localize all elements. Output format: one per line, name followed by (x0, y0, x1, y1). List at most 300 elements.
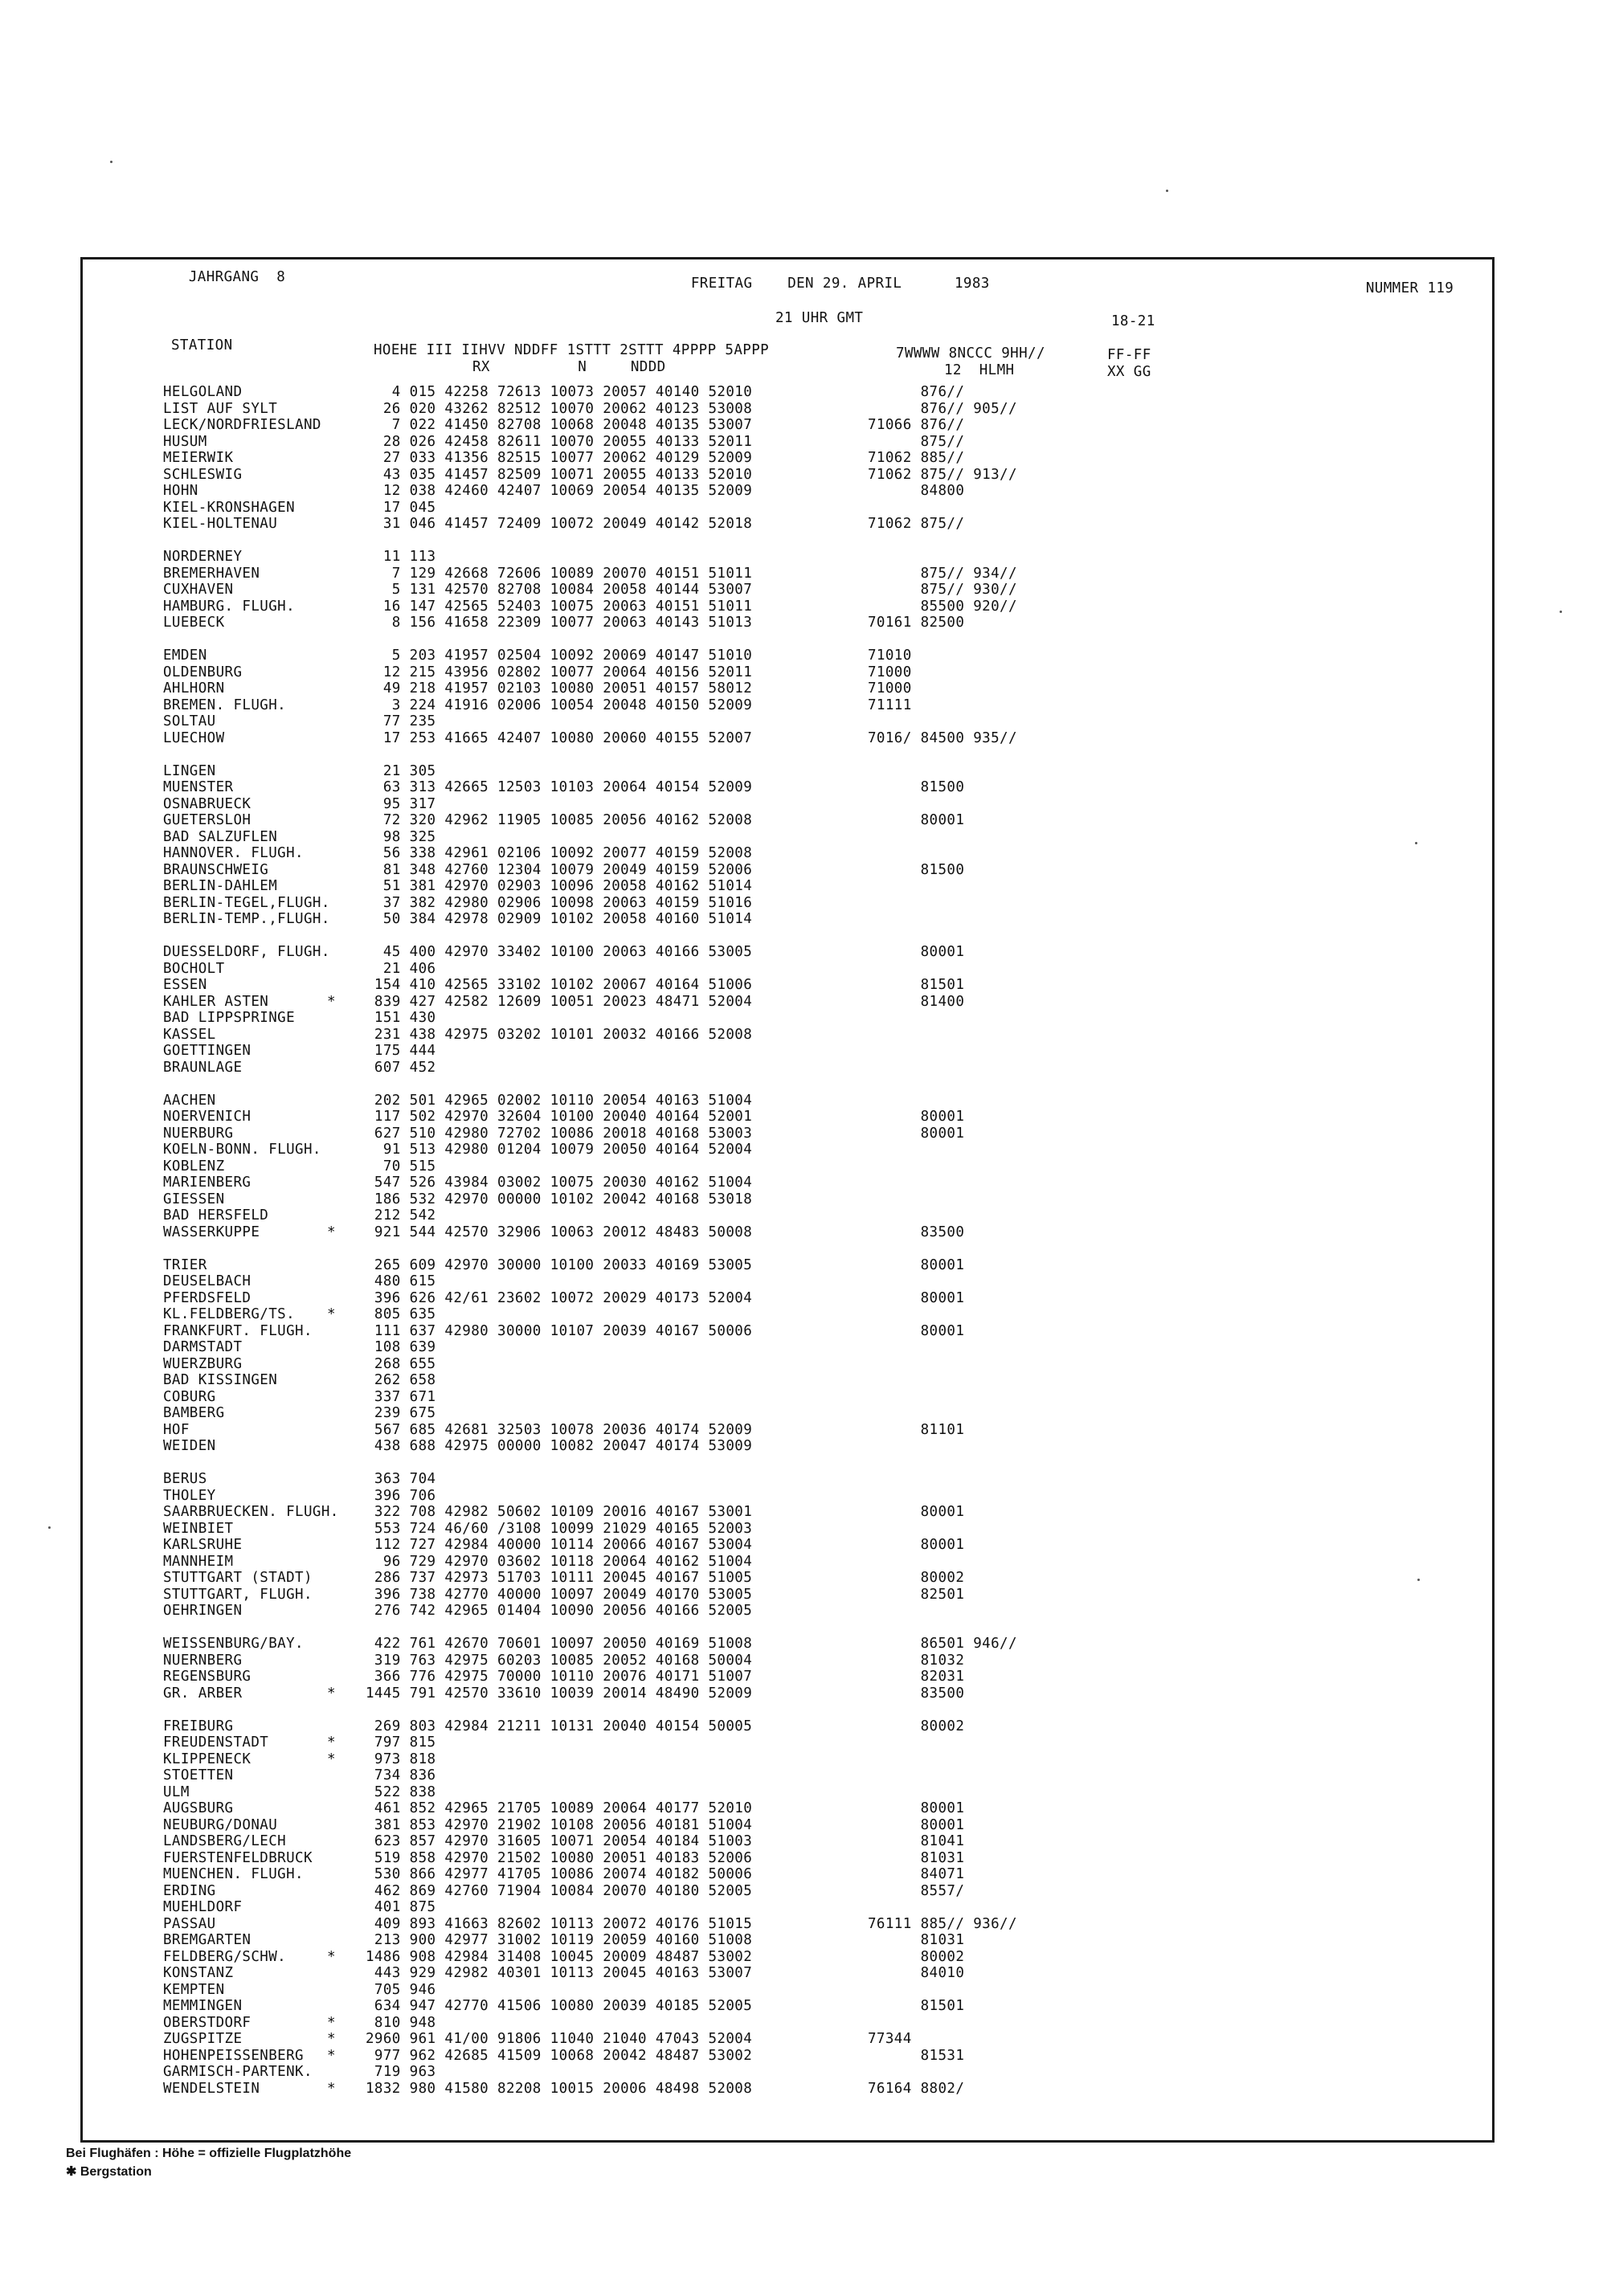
mountain-station-marker (327, 1866, 336, 1883)
station-name: ZUGSPITZE (163, 2031, 243, 2047)
period-label: 18-21 (1111, 313, 1155, 329)
date-line (673, 259, 990, 292)
synop-values: 705 946 (366, 1981, 436, 1998)
station-name: GUETERSLOH (163, 812, 251, 828)
mountain-station-marker (327, 1438, 336, 1455)
station-name: HUSUM (163, 433, 207, 450)
footnote-mountain-station: ✱ Bergstation (66, 2165, 152, 2179)
station-name: AHLHORN (163, 680, 225, 697)
extra-groups (868, 1339, 1017, 1356)
extra-groups: 80001 (868, 1256, 965, 1273)
mountain-station-marker (327, 862, 336, 879)
scan-speck (1166, 190, 1168, 192)
synop-values: 43 035 41457 82509 10071 20055 40133 52010 (366, 466, 753, 483)
synop-values: 810 948 (366, 2014, 436, 2031)
station-name: WEINBIET (163, 1520, 234, 1537)
mountain-station-marker (327, 549, 336, 566)
extra-groups (868, 1734, 1017, 1751)
extra-groups (868, 533, 1017, 549)
extra-groups (868, 549, 1017, 566)
mountain-station-marker (327, 1537, 336, 1554)
station-name: KOBLENZ (163, 1158, 225, 1175)
station-name: KIEL-HOLTENAU (163, 516, 278, 532)
mountain-station-marker (327, 1339, 336, 1356)
synop-values: 409 893 41663 82602 10113 20072 40176 51015 (366, 1915, 753, 1932)
mountain-station-marker (327, 878, 336, 895)
mountain-station-marker (327, 1718, 336, 1735)
extra-groups (868, 1010, 1017, 1027)
station-name: LECK/NORDFRIESLAND (163, 417, 321, 433)
station-name: ULM (163, 1783, 190, 1800)
synop-values: 49 218 41957 02103 10080 20051 40157 58012 (366, 680, 753, 697)
station-name: HELGOLAND (163, 384, 243, 400)
jahrgang-label: JAHRGANG (188, 268, 260, 285)
station-name: FELDBERG/SCHW. (163, 1948, 287, 1965)
synop-values: 112 727 42984 40000 10114 20066 40167 53004 (366, 1537, 753, 1553)
station-name (163, 631, 339, 648)
mountain-marker-column (327, 384, 336, 2097)
jahrgang-value: 8 (276, 268, 286, 285)
mountain-station-marker (327, 1142, 336, 1158)
extra-groups (868, 895, 1017, 912)
extra-groups: 70161 82500 (868, 615, 965, 631)
mountain-station-marker (327, 1587, 336, 1604)
synop-values (366, 928, 752, 945)
time-label: 21 UHR GMT (775, 310, 864, 326)
mountain-station-marker (327, 911, 336, 928)
station-name (163, 1240, 339, 1257)
station-name: MUENSTER (163, 779, 234, 795)
station-name: TRIER (163, 1256, 207, 1273)
extra-groups (868, 1488, 1017, 1505)
extra-groups: 71062 875// 913// (868, 466, 1017, 483)
mountain-station-marker: * (327, 993, 336, 1010)
extra-groups (868, 2015, 1017, 2032)
mountain-station-marker (327, 1982, 336, 1999)
mountain-station-marker (327, 1027, 336, 1044)
extra-groups: 71062 875// (868, 516, 965, 532)
extra-groups: 7016/ 84500 935// (868, 729, 1017, 746)
extra-groups (868, 1356, 1017, 1373)
extra-groups (868, 1142, 1017, 1158)
synop-values: 977 962 42685 41509 10068 20042 48487 53002 (366, 2047, 753, 2064)
station-name: MARIENBERG (163, 1175, 251, 1191)
extra-groups: 71062 885// (868, 450, 965, 466)
synop-values: 17 045 (366, 499, 436, 516)
synop-values: 1486 908 42984 31408 10045 20009 48487 53002 (366, 1948, 753, 1965)
synop-values (366, 1076, 752, 1093)
extra-groups (868, 1455, 1017, 1472)
synop-values: 231 438 42975 03202 10101 20032 40166 52008 (366, 1026, 753, 1043)
mountain-station-marker (327, 533, 336, 549)
synop-values: 519 858 42970 21502 10080 20051 40183 52006 (366, 1849, 753, 1866)
extra-groups: 81531 (868, 2047, 965, 2064)
mountain-station-marker (327, 631, 336, 648)
extra-groups (868, 1471, 1017, 1488)
synop-values: 45 400 42970 33402 10100 20063 40166 53005 (366, 944, 753, 960)
synop-values: 12 215 43956 02802 10077 20064 40156 52011 (366, 664, 753, 680)
mountain-station-marker (327, 1405, 336, 1422)
mountain-station-marker (327, 1784, 336, 1801)
synop-values: 268 655 (366, 1355, 436, 1372)
station-name: PASSAU (163, 1915, 216, 1932)
extra-groups: 81041 (868, 1833, 965, 1849)
synop-values: 396 626 42/61 23602 10072 20029 40173 52004 (366, 1289, 753, 1306)
synop-values: 8 156 41658 22309 10077 20063 40143 51013 (366, 615, 753, 631)
mountain-station-marker (327, 516, 336, 533)
station-name: WEISSENBURG/BAY. (163, 1636, 304, 1652)
scan-speck (1417, 1579, 1420, 1581)
station-name: BRAUNSCHWEIG (163, 861, 269, 878)
extra-groups (868, 631, 1017, 648)
extra-groups (868, 1372, 1017, 1389)
synop-values: 81 348 42760 12304 10079 20049 40159 52006 (366, 861, 753, 878)
synop-values: 322 708 42982 50602 10109 20016 40167 53001 (366, 1504, 753, 1520)
station-name: WENDELSTEIN (163, 2080, 260, 2097)
station-name: LIST AUF SYLT (163, 400, 278, 417)
synop-values: 396 738 42770 40000 10097 20049 40170 53005 (366, 1586, 753, 1603)
station-name: OSNABRUECK (163, 795, 251, 812)
station-name (163, 533, 339, 549)
mountain-station-marker (327, 895, 336, 912)
station-name: NORDERNEY (163, 549, 243, 565)
station-name: BAD KISSINGEN (163, 1372, 278, 1388)
extra-groups (868, 1702, 1017, 1718)
mountain-station-marker (327, 599, 336, 615)
extra-groups: 81031 (868, 1932, 965, 1948)
extra-groups: 81031 (868, 1849, 965, 1866)
extra-groups: 80001 (868, 1125, 965, 1142)
synop-values: 319 763 42975 60203 10085 20052 40168 50004 (366, 1652, 753, 1669)
station-name: BAD LIPPSPRINGE (163, 1010, 296, 1026)
mountain-station-marker (327, 928, 336, 945)
synop-values: 95 317 (366, 795, 436, 812)
extra-groups: 80001 (868, 1816, 965, 1833)
mountain-station-marker (327, 1850, 336, 1867)
station-name: REGENSBURG (163, 1669, 251, 1685)
synop-values: 4 015 42258 72613 10073 20057 40140 52010 (366, 384, 753, 400)
synop-values: 16 147 42565 52403 10075 20063 40151 51011 (366, 598, 753, 615)
mountain-station-marker (327, 1767, 336, 1784)
station-name: HAMBURG. FLUGH. (163, 598, 296, 615)
station-name: KEMPTEN (163, 1981, 225, 1998)
scan-speck (48, 1526, 51, 1529)
mountain-station-marker (327, 417, 336, 434)
station-name: HOHN (163, 483, 198, 499)
extra-groups: 82031 (868, 1669, 965, 1685)
station-name: MEMMINGEN (163, 1998, 243, 2014)
mountain-station-marker (327, 697, 336, 714)
nummer-value: 119 (1427, 280, 1454, 296)
nummer-label: NUMMER (1365, 280, 1419, 296)
mountain-station-marker: * (327, 2014, 336, 2031)
station-name: LINGEN (163, 762, 216, 779)
mountain-station-marker (327, 1010, 336, 1027)
mountain-station-marker (327, 1257, 336, 1274)
synop-values: 530 866 42977 41705 10086 20074 40182 50006 (366, 1866, 753, 1882)
mountain-station-marker (327, 1422, 336, 1439)
station-name: BERLIN-TEMP.,FLUGH. (163, 911, 330, 927)
synop-values: 269 803 42984 21211 10131 20040 40154 50005 (366, 1718, 753, 1734)
mountain-station-marker (327, 1883, 336, 1900)
station-name: WASSERKUPPE (163, 1224, 260, 1240)
synop-values: 422 761 42670 70601 10097 20050 40169 51008 (366, 1636, 753, 1652)
extra-groups (868, 1438, 1017, 1455)
station-name: KONSTANZ (163, 1965, 234, 1981)
synop-values: 96 729 42970 03602 10118 20064 40162 51004 (366, 1553, 753, 1570)
extra-groups (868, 1603, 1017, 1620)
extra-groups: 80001 (868, 1800, 965, 1816)
synop-values: 175 444 (366, 1043, 436, 1059)
mountain-station-marker (327, 1093, 336, 1109)
synop-values: 381 853 42970 21902 10108 20056 40181 51004 (366, 1816, 753, 1833)
mountain-station-marker (327, 1636, 336, 1653)
mountain-station-marker (327, 1240, 336, 1257)
synop-values: 401 875 (366, 1899, 436, 1915)
mountain-station-marker (327, 1076, 336, 1093)
synop-values: 462 869 42760 71904 10084 20070 40180 52005 (366, 1882, 753, 1899)
synop-values (366, 746, 752, 763)
mountain-station-marker (327, 1372, 336, 1389)
synop-values: 21 305 (366, 762, 436, 779)
synop-values: 7 022 41450 82708 10068 20048 40135 53007 (366, 417, 753, 433)
synop-values: 366 776 42975 70000 10110 20076 40171 51007 (366, 1669, 753, 1685)
station-column (163, 384, 339, 2097)
station-name: BERLIN-TEGEL,FLUGH. (163, 894, 330, 911)
mountain-station-marker (327, 1191, 336, 1208)
mountain-station-marker (327, 1669, 336, 1685)
extra-groups (868, 1093, 1017, 1109)
station-name: MUEHLDORF (163, 1899, 243, 1915)
synop-values: 553 724 46/60 /3108 10099 21029 40165 52003 (366, 1520, 753, 1537)
scan-speck (110, 161, 112, 163)
extra-groups: 82501 (868, 1586, 965, 1603)
synop-values: 12 038 42460 42407 10069 20054 40135 52009 (366, 483, 753, 499)
extra-groups (868, 1751, 1017, 1768)
mountain-station-marker: * (327, 1224, 336, 1240)
station-name: LANDSBERG/LECH (163, 1833, 287, 1849)
station-name: GIESSEN (163, 1191, 225, 1207)
station-name: HANNOVER. FLUGH. (163, 845, 304, 861)
station-name: WEIDEN (163, 1438, 216, 1454)
synop-values: 805 635 (366, 1306, 436, 1322)
mountain-station-marker (327, 680, 336, 697)
synop-values: 11 113 (366, 549, 436, 565)
synop-values: 1832 980 41580 82208 10015 20006 48498 52008 (366, 2080, 753, 2097)
synop-values: 17 253 41665 42407 10080 20060 40155 52007 (366, 729, 753, 746)
jahrgang (171, 252, 285, 285)
synop-values: 627 510 42980 72702 10086 20018 40168 53003 (366, 1125, 753, 1142)
station-name (163, 928, 339, 945)
footnote-airports: Bei Flughäfen : Höhe = offizielle Flugplatzhöhe (66, 2147, 352, 2160)
mountain-station-marker (327, 1603, 336, 1620)
station-name: PFERDSFELD (163, 1289, 251, 1306)
station-name: STOETTEN (163, 1767, 234, 1783)
mountain-station-marker (327, 763, 336, 780)
extra-groups (868, 878, 1017, 895)
extra-groups: 81400 (868, 993, 965, 1010)
mountain-station-marker (327, 1060, 336, 1077)
extra-groups (868, 1767, 1017, 1784)
extra-groups: 80002 (868, 1948, 965, 1965)
synop-values: 623 857 42970 31605 10071 20054 40184 51003 (366, 1833, 753, 1849)
station-name: OLDENBURG (163, 664, 243, 680)
mountain-station-marker (327, 1998, 336, 2015)
extra-groups: 83500 (868, 1224, 965, 1240)
extra-groups: 8557/ (868, 1882, 965, 1899)
extra-groups (868, 713, 1017, 730)
extra-groups (868, 2064, 1017, 2081)
mountain-station-marker (327, 582, 336, 599)
extra-groups (868, 1306, 1017, 1323)
extra-groups: 84071 (868, 1866, 965, 1882)
station-name: BERLIN-DAHLEM (163, 878, 278, 894)
mountain-station-marker (327, 1389, 336, 1406)
day-label: FREITAG (690, 275, 753, 292)
station-name: NEUBURG/DONAU (163, 1816, 278, 1833)
extra-groups (868, 1158, 1017, 1175)
station-name: SCHLESWIG (163, 466, 243, 483)
synop-values: 21 406 (366, 960, 436, 977)
column-codes-line2: RX N NDDD (472, 359, 666, 375)
synop-values: 797 815 (366, 1734, 436, 1751)
synop-values: 337 671 (366, 1388, 436, 1405)
extra-groups: 875// 934// (868, 565, 1017, 582)
extra-groups: 80001 (868, 812, 965, 828)
mountain-station-marker (327, 1207, 336, 1224)
station-name: MANNHEIM (163, 1553, 234, 1570)
date-label: DEN 29. APRIL (787, 275, 902, 292)
mountain-station-marker (327, 1570, 336, 1587)
synop-values (366, 1620, 752, 1636)
station-name: BAD HERSFELD (163, 1207, 269, 1224)
synop-values (366, 631, 752, 648)
station-name (163, 1702, 339, 1718)
station-name: MEIERWIK (163, 450, 234, 466)
station-name (163, 1455, 339, 1472)
synop-values: 522 838 (366, 1783, 436, 1800)
mountain-station-marker (327, 615, 336, 631)
station-name: NUERNBERG (163, 1652, 243, 1669)
station-name: BAD SALZUFLEN (163, 828, 278, 845)
station-name: HOF (163, 1421, 190, 1438)
mountain-station-marker (327, 1273, 336, 1290)
synop-values: 51 381 42970 02903 10096 20058 40162 51014 (366, 878, 753, 894)
extra-groups: 71010 (868, 648, 912, 664)
synop-values: 202 501 42965 02002 10110 20054 40163 51004 (366, 1092, 753, 1109)
station-name: LUECHOW (163, 729, 225, 746)
extra-groups (868, 1175, 1017, 1191)
synop-values: 50 384 42978 02909 10102 20058 40160 51014 (366, 911, 753, 927)
synop-values: 213 900 42977 31002 10119 20059 40160 51008 (366, 1932, 753, 1948)
station-name: WUERZBURG (163, 1355, 243, 1372)
extra-groups (868, 1899, 1017, 1916)
extra-groups: 80002 (868, 1570, 965, 1586)
mountain-station-marker (327, 434, 336, 451)
extra-groups: 71000 (868, 680, 912, 697)
extra-groups: 81101 (868, 1421, 965, 1438)
station-name: KIEL-KRONSHAGEN (163, 499, 296, 516)
mountain-station-marker (327, 1126, 336, 1142)
station-name: STUTTGART, FLUGH. (163, 1586, 313, 1603)
mountain-station-marker (327, 1653, 336, 1669)
synop-values: 719 963 (366, 2064, 436, 2080)
station-name: OEHRINGEN (163, 1603, 243, 1619)
mountain-station-marker: * (327, 2047, 336, 2064)
extra-groups: 84010 (868, 1965, 965, 1981)
extra-groups (868, 796, 1017, 813)
extra-groups: 875// 930// (868, 582, 1017, 598)
station-name (163, 746, 339, 763)
station-name: BAMBERG (163, 1405, 225, 1421)
extra-groups (868, 928, 1017, 945)
synop-values: 91 513 42980 01204 10079 20050 40164 52004 (366, 1142, 753, 1158)
extra-groups (868, 1027, 1017, 1044)
station-name: COBURG (163, 1388, 216, 1405)
mountain-station-marker (327, 812, 336, 829)
mountain-station-marker (327, 1175, 336, 1191)
synop-values: 2960 961 41/00 91806 11040 21040 47043 52004 (366, 2031, 753, 2047)
mountain-station-marker (327, 1323, 336, 1340)
extra-groups: 80001 (868, 1289, 965, 1306)
synop-values: 634 947 42770 41506 10080 20039 40185 52005 (366, 1998, 753, 2014)
extra-groups: 71111 (868, 697, 912, 713)
station-name: BRAUNLAGE (163, 1059, 243, 1076)
mountain-station-marker (327, 1158, 336, 1175)
synop-values: 443 929 42982 40301 10113 20045 40163 53007 (366, 1965, 753, 1981)
station-name: SOLTAU (163, 713, 216, 729)
extra-groups: 81032 (868, 1652, 965, 1669)
mountain-station-marker (327, 401, 336, 418)
synop-values: 72 320 42962 11905 10085 20056 40162 52008 (366, 812, 753, 828)
extra-groups (868, 1405, 1017, 1422)
synop-values: 461 852 42965 21705 10089 20064 40177 52010 (366, 1800, 753, 1816)
extra-groups (868, 1060, 1017, 1077)
station-name: BOCHOLT (163, 960, 225, 977)
station-name: FRANKFURT. FLUGH. (163, 1322, 313, 1339)
mountain-station-marker (327, 1521, 336, 1538)
mountain-station-marker (327, 648, 336, 664)
station-name: GOETTINGEN (163, 1043, 251, 1059)
station-name: AACHEN (163, 1092, 216, 1109)
extra-groups (868, 911, 1017, 928)
column-codes-line1: HOEHE III IIHVV NDDFF 1STTT 2STTT 4PPPP 5APPP (374, 342, 770, 358)
extra-groups (868, 763, 1017, 780)
mountain-station-marker (327, 1899, 336, 1916)
synop-values: 70 515 (366, 1158, 436, 1175)
extra-groups (868, 1389, 1017, 1406)
mountain-station-marker (327, 796, 336, 813)
synop-values: 154 410 42565 33102 10102 20067 40164 51006 (366, 977, 753, 993)
synop-values: 7 129 42668 72606 10089 20070 40151 51011 (366, 565, 753, 582)
station-name: KAHLER ASTEN (163, 993, 269, 1010)
station-name: FREUDENSTADT (163, 1734, 269, 1751)
synop-values: 265 609 42970 30000 10100 20033 40169 53005 (366, 1256, 753, 1273)
synop-values: 5 131 42570 82708 10084 20058 40144 53007 (366, 582, 753, 598)
synop-values: 363 704 (366, 1471, 436, 1487)
mountain-station-marker (327, 384, 336, 401)
mountain-station-marker (327, 1109, 336, 1126)
mountain-station-marker (327, 713, 336, 730)
station-name: BREMERHAVEN (163, 565, 260, 582)
mountain-station-marker (327, 779, 336, 796)
extra-groups: 76111 885// 936// (868, 1915, 1017, 1932)
station-name: CUXHAVEN (163, 582, 234, 598)
mountain-station-marker (327, 467, 336, 484)
extra-groups: 875// (868, 433, 965, 450)
mountain-station-marker (327, 961, 336, 978)
extra-groups: 83500 (868, 1685, 965, 1702)
